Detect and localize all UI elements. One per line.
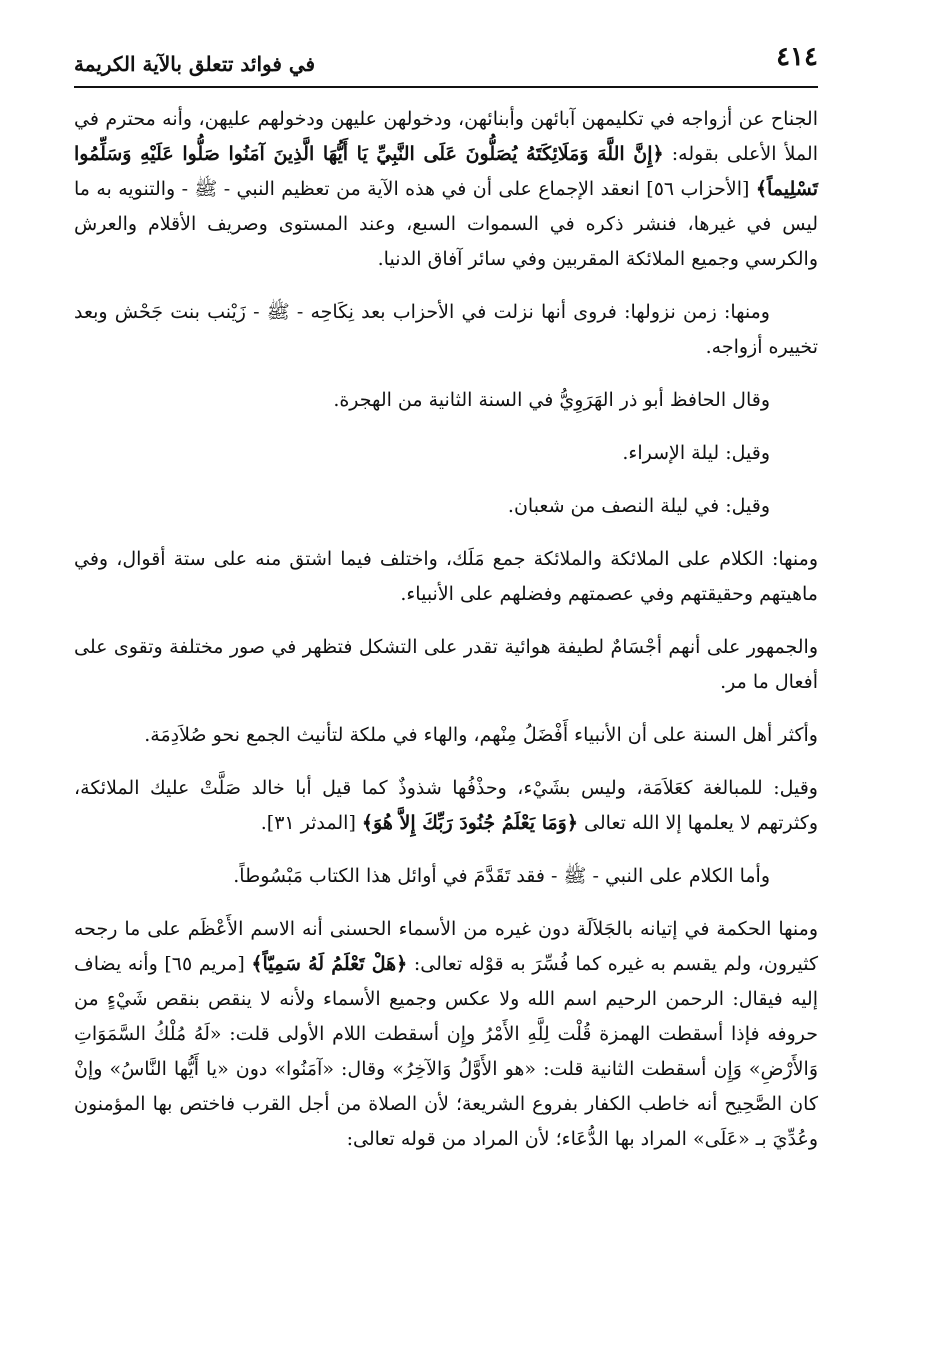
quran-verse: ﴿هَلْ تَعْلَمُ لَهُ سَمِيّاً﴾ [251,953,408,975]
quran-verse: ﴿وَمَا يَعْلَمُ جُنُودَ رَبِّكَ إِلاَّ هُوَ﴾ [361,812,578,834]
text-run: [الأحزاب ٥٦] انعقد الإجماع على أن في هذه الآية من تعظيم النبي - ﷺ - والتنويه به ما ليس في غيرها، فنشر ذكره في السموات السبع، وعند المستوى وصريف الأقلام والعرش والكرسي وجميع الملائكة المقربين وفي سائر آفاق الدنيا. [74,178,818,270]
text-run: وقيل: ليلة الإسراء. [622,442,770,464]
text-run: وأكثر أهل السنة على أن الأنبياء أَفْضَلُ مِنْهم، والهاء في ملكة لتأنيث الجمع نحو صُلاَدِمَة. [144,724,818,746]
page-number: ٤١٤ [776,42,818,72]
paragraph-7 [74,630,818,700]
text-run: وأما الكلام على النبي - ﷺ - فقد تَقَدَّمَ في أوائل هذا الكتاب مَبْسُوطاً. [233,865,770,887]
paragraph-2 [74,295,818,365]
text-run: وقيل: للمبالغة كعَلاَمَة، وليس بشَيْء، وحذْفُها شذوذٌ كما قيل أبا خالد صَلَّتْ عليك الملائكة، وكثرتهم لا يعلمها إلا الله تعالى [74,777,818,834]
paragraph-4 [74,436,818,471]
page-header [74,30,818,88]
text-run: [المدثر ٣١]. [260,812,362,834]
paragraph-5 [74,489,818,524]
paragraph-1 [74,102,818,277]
paragraph-6 [74,542,818,612]
paragraph-11 [74,912,818,1157]
page-body [70,102,822,1157]
text-run: وقال الحافظ أبو ذر الهَرَوِيُّ في السنة الثانية من الهجرة. [333,389,770,411]
text-run: ومنها: الكلام على الملائكة والملائكة جمع مَلَك، واختلف فيما اشتق منه على ستة أقوال، وفي ماهيتهم وحقيقتهم وفي عصمتهم وفضلهم على الأنبياء. [74,548,818,605]
paragraph-8 [74,718,818,753]
book-page [70,30,822,1350]
text-run: الجناح عن أزواجه في تكليمهن آبائهن وأبنائهن، ودخولهن عليهن ودخولهم عليهن، وأنه محترم في الملأ الأعلى بقوله: [74,108,818,165]
text-run: وقيل: في ليلة النصف من شعبان. [507,495,770,517]
text-run: والجمهور على أنهم أجْسَامٌ لطيفة هوائية تقدر على التشكل فتظهر في صور مختلفة وتقوى على أفعال ما مر. [74,636,818,693]
running-title: في فوائد تتعلق بالآية الكريمة [74,52,316,76]
paragraph-3 [74,383,818,418]
quran-verse: ﴿إِنَّ اللَّهَ وَمَلَائِكَتَهُ يُصَلُّونَ عَلَى النَّبِيِّ يَا أَيُّهَا الَّذِينَ آمَنُوا صَلُّوا عَلَيْهِ وَسَلِّمُوا تَسْلِيماً﴾ [74,143,818,200]
paragraph-9 [74,771,818,841]
text-run: ومنها الحكمة في إتيانه بالجَلاَلَة دون غيره من الأسماء الحسنى أنه الاسم الأَعْظَم على ما رجحه كثيرون، ولم يقسم به غيره كما فُسِّرَ به قوْله تعالى: [74,918,819,975]
text-run: ومنها: زمن نزولها: فروى أنها نزلت في الأحزاب بعد نِكَاحِه - ﷺ - زَيْنب بنت جَحْش وبعد تخييره أزواجه. [74,301,818,358]
paragraph-10 [74,859,818,894]
text-run: [مريم ٦٥] وأنه يضاف إليه فيقال: الرحمن الرحيم اسم الله ولا عكس وجميع الأسماء ولأنه لا ينقص بنقص شَيْءٍ من حروفه فإذا أسقطت الهمزة قُلْت لِلَّهِ الأَمْرُ وإِن أسقطت اللام الأولى قلت: «لَهُ مُلْكُ السَّمَوَاتِ وَالأَرْضِ» وَإِن أسقطت الثانية قلت: «هو الأَوَّلُ وَالآخِرُ» وقال: «آمَنُوا» دون «يا أَيُّها النَّاسُ» وإنْ كان الصَّحِيح أنه خاطب الكفار بفروع الشريعة؛ لأن الصلاة من أجل القرب فاختص بها المؤمنون وعُدِّيَ بـ «عَلَى» المراد بها الدُّعَاء؛ لأن المراد من قوله تعالى: [74,953,818,1150]
